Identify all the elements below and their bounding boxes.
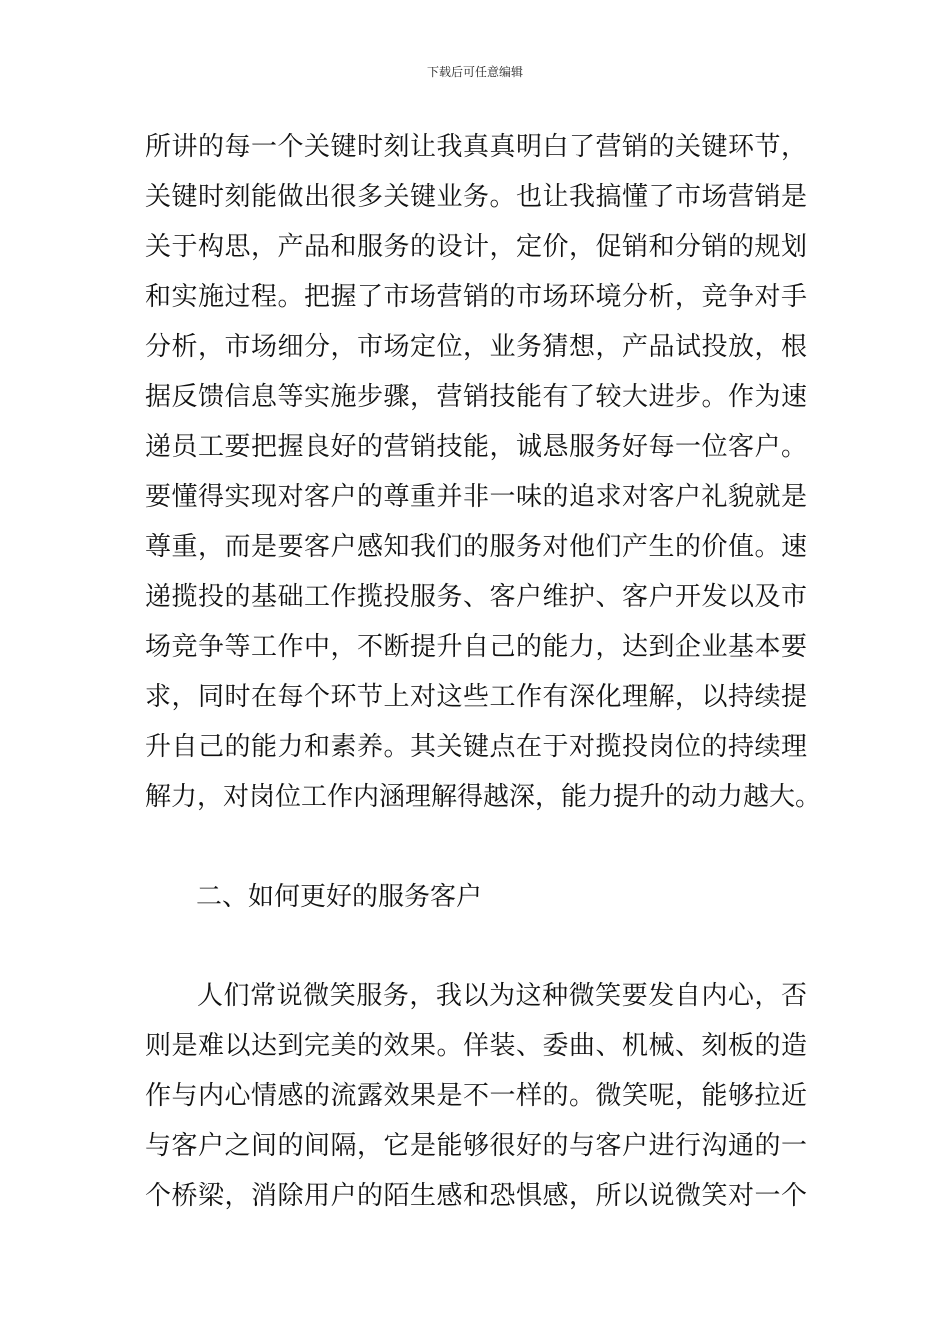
paragraph-line: 个桥梁，消除用户的陌生感和恐惧感，所以说微笑对一个	[145, 1181, 807, 1211]
paragraph-line: 关于构思，产品和服务的设计，定价，促销和分销的规划	[145, 232, 807, 262]
paragraph-line: 和实施过程。把握了市场营销的市场环境分析，竞争对手	[145, 282, 807, 312]
section-heading: 二、如何更好的服务客户	[196, 882, 483, 912]
paragraph-line: 据反馈信息等实施步骤，营销技能有了较大进步。作为速	[145, 382, 807, 412]
paragraph-line: 关键时刻能做出很多关键业务。也让我搞懂了市场营销是	[145, 182, 807, 212]
paragraph-line: 求，同时在每个环节上对这些工作有深化理解，以持续提	[145, 682, 807, 712]
paragraph-line: 人们常说微笑服务，我以为这种微笑要发自内心，否	[197, 981, 807, 1011]
paragraph-line: 作与内心情感的流露效果是不一样的。微笑呢，能够拉近	[145, 1081, 807, 1111]
paragraph-line: 与客户之间的间隔，它是能够很好的与客户进行沟通的一	[145, 1131, 807, 1161]
paragraph-line: 要懂得实现对客户的尊重并非一味的追求对客户礼貌就是	[145, 482, 807, 512]
paragraph-marketing-key-moments	[145, 122, 822, 822]
paragraph-line: 递揽投的基础工作揽投服务、客户维护、客户开发以及市	[145, 582, 807, 612]
paragraph-line: 则是难以达到完美的效果。佯装、委曲、机械、刻板的造	[145, 1031, 807, 1061]
paragraph-line: 递员工要把握良好的营销技能，诚恳服务好每一位客户。	[145, 432, 807, 462]
page-header: 下载后可任意编辑	[426, 65, 523, 79]
paragraph-line: 解力，对岗位工作内涵理解得越深，能力提升的动力越大。	[145, 782, 822, 812]
paragraph-smile-service	[145, 971, 807, 1221]
paragraph-line: 升自己的能力和素养。其关键点在于对揽投岗位的持续理	[145, 732, 807, 762]
paragraph-line: 场竞争等工作中，不断提升自己的能力，达到企业基本要	[145, 632, 807, 662]
paragraph-line: 所讲的每一个关键时刻让我真真明白了营销的关键环节，	[145, 132, 807, 162]
paragraph-line: 分析，市场细分，市场定位，业务猜想，产品试投放，根	[145, 332, 807, 362]
paragraph-line: 尊重，而是要客户感知我们的服务对他们产生的价值。速	[145, 532, 807, 562]
